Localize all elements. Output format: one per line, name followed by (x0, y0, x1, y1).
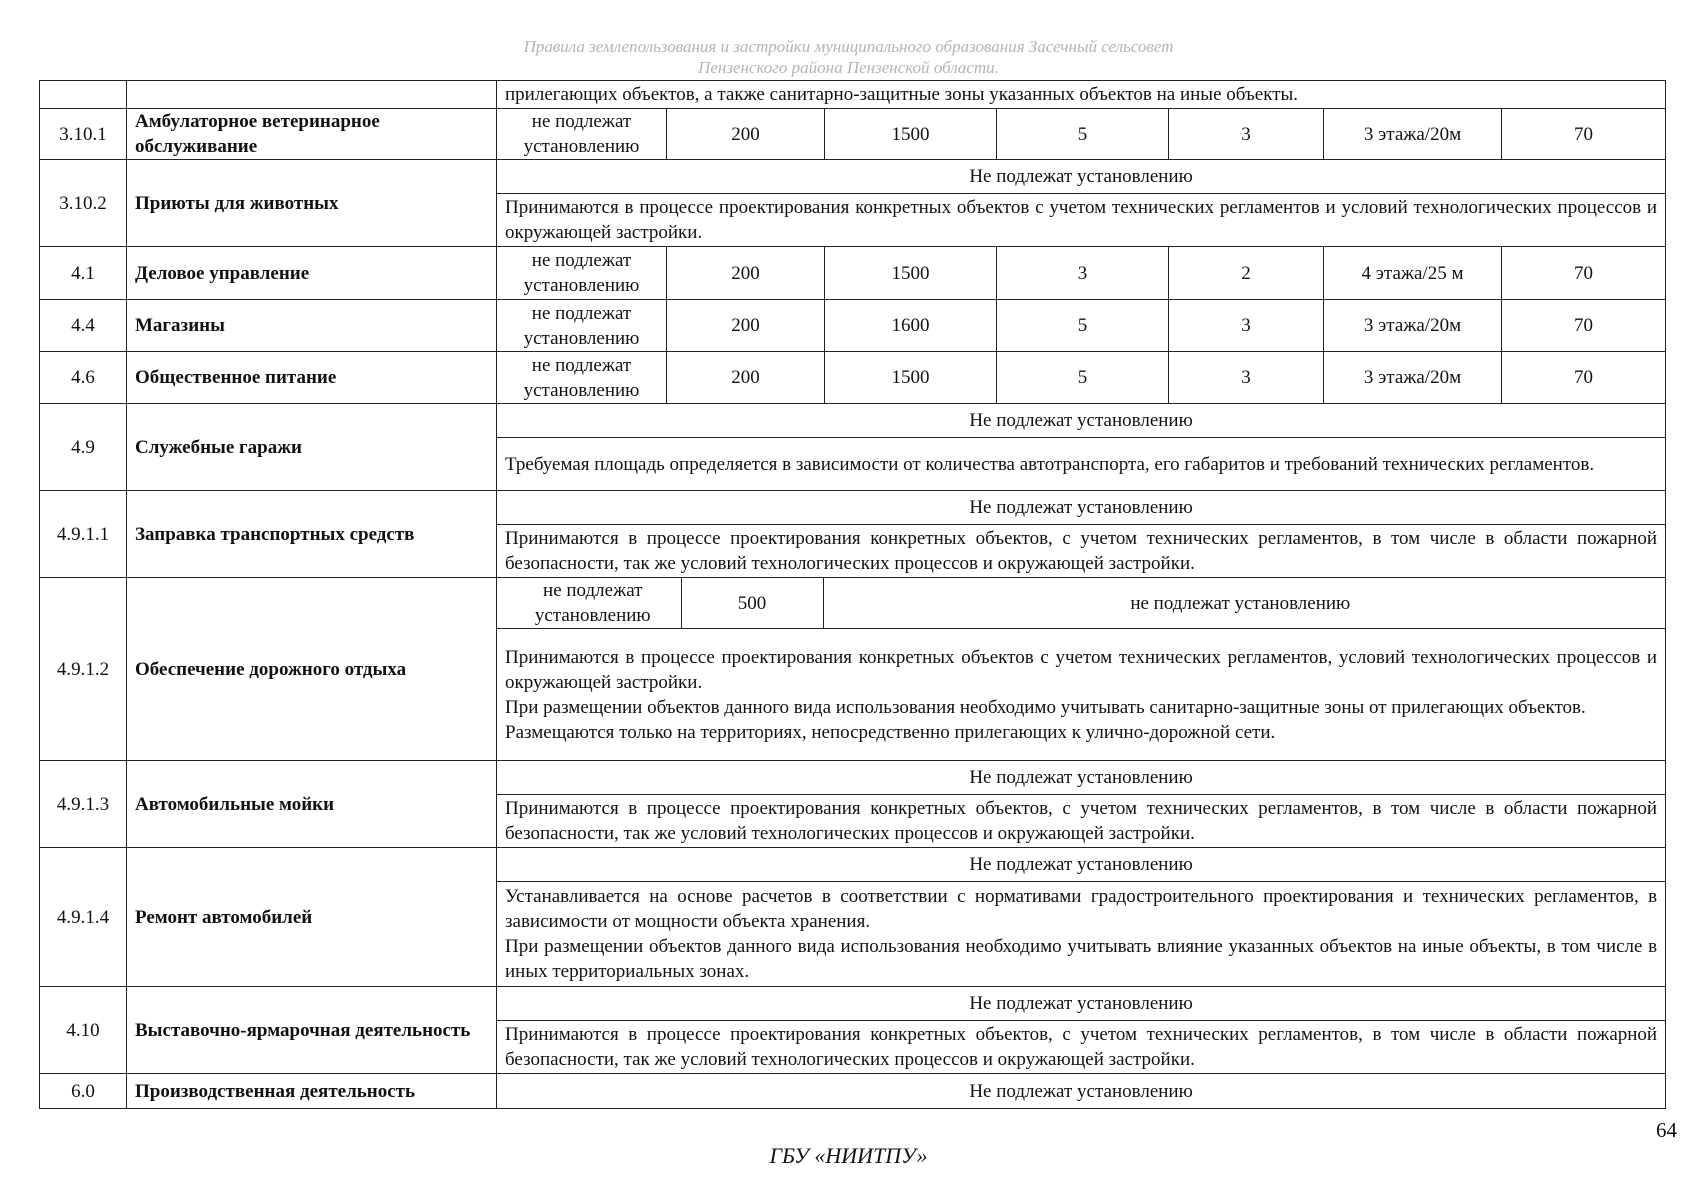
table-row (40, 247, 1666, 300)
cell-value: 500 (681, 578, 823, 628)
code-cell: 6.0 (40, 1074, 127, 1109)
note-cell: Требуемая площадь определяется в зависимости от количества автотранспорта, его габаритов и требований технических регламентов. (497, 438, 1666, 491)
name-cell: Приюты для животных (127, 160, 497, 247)
cell-value: не подлежат установлению (497, 300, 667, 352)
cell-value: 3 этажа/20м (1324, 300, 1502, 352)
status-cell: Не подлежат установлению (497, 160, 1666, 194)
table-row (40, 987, 1666, 1021)
note-cell (497, 629, 1666, 761)
name-cell: Амбулаторное ветеринарное обслуживание (127, 109, 497, 160)
status-cell: Не подлежат установлению (497, 987, 1666, 1021)
cell-value: 200 (667, 300, 825, 352)
cell-value: 3 (997, 247, 1169, 300)
code-cell: 4.9.1.4 (40, 848, 127, 987)
name-cell: Магазины (127, 300, 497, 352)
land-use-regulations-table (39, 80, 1666, 1109)
status-cell: Не подлежат установлению (497, 761, 1666, 795)
status-cell: Не подлежат установлению (497, 404, 1666, 438)
table-row (40, 81, 1666, 109)
name-cell: Выставочно-ярмарочная деятельность (127, 987, 497, 1074)
note-cell: Принимаются в процессе проектирования конкретных объектов, с учетом технических регламентов, в том числе в области пожарной безопасности, так же условий технологических процессов и окружающей застройки. (497, 795, 1666, 848)
table-row (40, 160, 1666, 194)
cell-value: 1500 (825, 109, 997, 160)
note-paragraph: Устанавливается на основе расчетов в соответствии с нормативами градостроительного проектирования и технических регламентов, в зависимости от мощности объекта хранения. (505, 886, 1658, 932)
cell-value: не подлежат установлению (497, 352, 667, 404)
name-cell: Обеспечение дорожного отдыха (127, 578, 497, 761)
table-row (40, 352, 1666, 404)
cell-value: 3 (1169, 352, 1324, 404)
cell-value: 5 (997, 352, 1169, 404)
name-cell: Служебные гаражи (127, 404, 497, 491)
name-cell: Производственная деятельность (127, 1074, 497, 1109)
header-line-1: Правила землепользования и застройки муниципального образования Засечный сельсовет (523, 37, 1174, 56)
table-row (40, 848, 1666, 882)
header-line-2: Пензенского района Пензенской области. (698, 58, 999, 77)
cell-value: 200 (667, 247, 825, 300)
cell-value: 70 (1502, 109, 1666, 160)
status-cell: Не подлежат установлению (497, 848, 1666, 882)
table-row (40, 404, 1666, 438)
table-row (40, 761, 1666, 795)
table-row (40, 578, 1666, 629)
table-row (40, 1074, 1666, 1109)
code-cell: 4.9.1.3 (40, 761, 127, 848)
cell-value: 200 (667, 352, 825, 404)
note-cell (497, 882, 1666, 987)
cell-value: 3 (1169, 109, 1324, 160)
name-cell: Автомобильные мойки (127, 761, 497, 848)
code-cell: 4.4 (40, 300, 127, 352)
cell-value: 70 (1502, 300, 1666, 352)
cell-value: 4 этажа/25 м (1324, 247, 1502, 300)
cell-value: 70 (1502, 247, 1666, 300)
continuation-text: прилегающих объектов, а также санитарно-защитные зоны указанных объектов на иные объекты. (497, 81, 1666, 109)
code-cell: 4.1 (40, 247, 127, 300)
note-paragraph: Принимаются в процессе проектирования конкретных объектов с учетом технических регламентов, условий технологических процессов и окружающей застройки. (505, 646, 1658, 693)
cell-value: 70 (1502, 352, 1666, 404)
code-cell: 3.10.2 (40, 160, 127, 247)
code-cell (40, 81, 127, 109)
note-paragraph: При размещении объектов данного вида использования необходимо учитывать влияние указанных объектов на иные объекты, в том числе в иных территориальных зонах. (505, 936, 1658, 982)
cell-value: 1500 (825, 247, 997, 300)
cell-value: не подлежат установлению (534, 580, 651, 626)
cell-value: 200 (667, 109, 825, 160)
name-cell: Ремонт автомобилей (127, 848, 497, 987)
cell-value: не подлежат установлению (823, 578, 1657, 628)
cell-value: 3 этажа/20м (1324, 109, 1502, 160)
note-cell: Принимаются в процессе проектирования конкретных объектов с учетом технических регламентов и условий технологических процессов и окружающей застройки. (497, 194, 1666, 247)
name-cell: Общественное питание (127, 352, 497, 404)
sub-row-cell (497, 578, 1666, 629)
sub-row-table (505, 578, 1657, 628)
footer-organization: ГБУ «НИИТПУ» (769, 1143, 928, 1168)
note-paragraph: При размещении объектов данного вида использования необходимо учитывать санитарно-защитные зоны от прилегающих объектов. (505, 696, 1586, 718)
name-cell: Деловое управление (127, 247, 497, 300)
table-row (40, 300, 1666, 352)
cell-value: не подлежат установлению (497, 109, 667, 160)
status-cell: Не подлежат установлению (497, 491, 1666, 525)
cell-value: 2 (1169, 247, 1324, 300)
code-cell: 4.9.1.2 (40, 578, 127, 761)
cell-value: 5 (997, 109, 1169, 160)
page-number: 64 (1656, 1118, 1677, 1142)
code-cell: 4.10 (40, 987, 127, 1074)
status-cell: Не подлежат установлению (497, 1074, 1666, 1109)
table-row (40, 109, 1666, 160)
cell-value: 3 этажа/20м (1324, 352, 1502, 404)
cell-value: не подлежат установлению (497, 247, 667, 300)
note-cell: Принимаются в процессе проектирования конкретных объектов, с учетом технических регламентов, в том числе в области пожарной безопасности, так же условий технологических процессов и окружающей застройки. (497, 1021, 1666, 1074)
cell-value: 1600 (825, 300, 997, 352)
cell-value: 1500 (825, 352, 997, 404)
cell-value: 3 (1169, 300, 1324, 352)
name-cell: Заправка транспортных средств (127, 491, 497, 578)
running-header (0, 36, 1697, 78)
code-cell: 4.9.1.1 (40, 491, 127, 578)
code-cell: 3.10.1 (40, 109, 127, 160)
code-cell: 4.6 (40, 352, 127, 404)
name-cell (127, 81, 497, 109)
cell-value: 5 (997, 300, 1169, 352)
note-cell: Принимаются в процессе проектирования конкретных объектов, с учетом технических регламентов, в том числе в области пожарной безопасности, так же условий технологических процессов и окружающей застройки. (497, 525, 1666, 578)
code-cell: 4.9 (40, 404, 127, 491)
table-row (40, 491, 1666, 525)
note-paragraph: Размещаются только на территориях, непосредственно прилегающих к улично-дорожной сети. (505, 721, 1276, 743)
